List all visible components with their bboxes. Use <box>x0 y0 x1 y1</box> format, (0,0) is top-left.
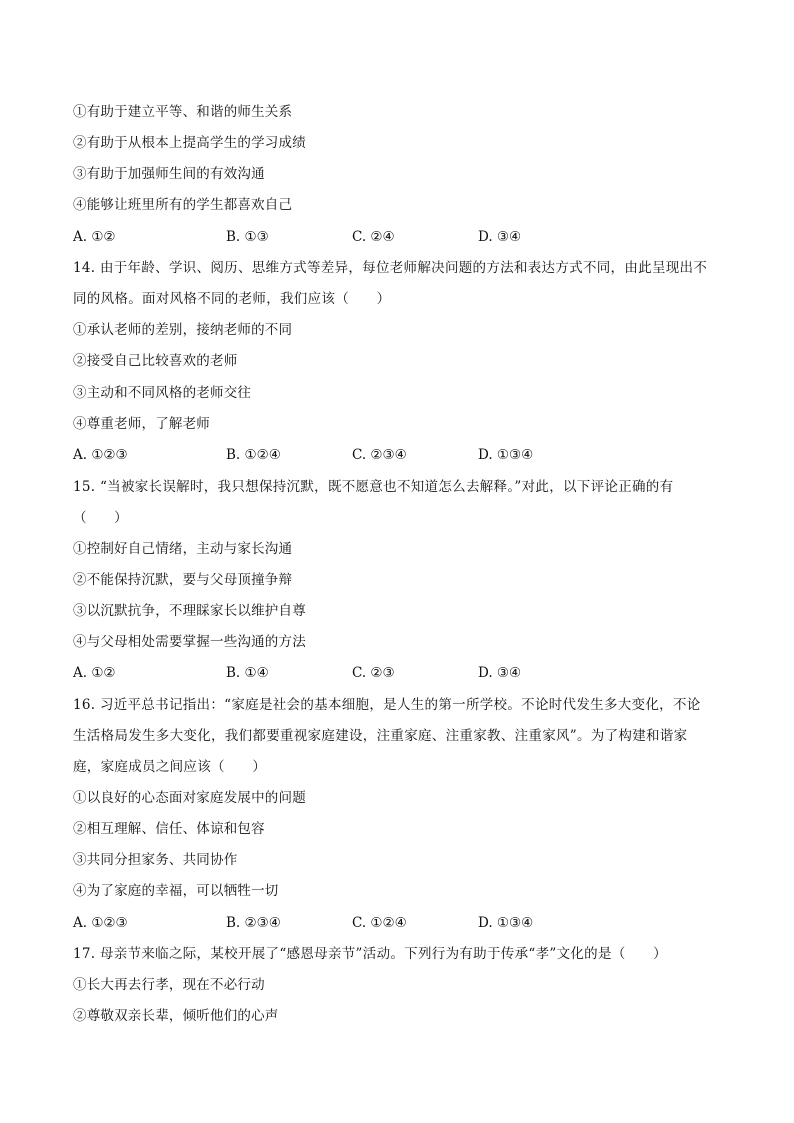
q15-choice-d: D. ③④ <box>478 665 522 681</box>
q15-option-2: ②不能保持沉默，要与父母顶撞争辩 <box>73 572 293 588</box>
q14-stem-line-2: 同的风格。面对风格不同的老师，我们应该（ ） <box>73 291 391 307</box>
q16-stem-line-1: 16. 习近平总书记指出：“家庭是社会的基本细胞，是人生的第一所学校。不论时代发生多大变化，不论 <box>73 697 701 713</box>
q17-option-2: ②尊敬双亲长辈，倾听他们的心声 <box>73 1008 279 1024</box>
q16-option-4: ④为了家庭的幸福，可以牺牲一切 <box>73 883 279 899</box>
q15-choice-a: A. ①② <box>73 665 116 681</box>
q14-choice-c: C. ②③④ <box>352 447 407 463</box>
q16-choice-a: A. ①②③ <box>73 915 128 931</box>
q17-option-1: ①长大再去行孝，现在不必行动 <box>73 977 265 993</box>
q14-option-2: ②接受自己比较喜欢的老师 <box>73 353 238 369</box>
q16-stem-line-2: 生活格局发生多大变化，我们都要重视家庭建设，注重家庭、注重家教、注重家风”。为了构建和谐家 <box>73 728 688 744</box>
q15-stem-line-1: 15. “当被家长误解时，我只想保持沉默，既不愿意也不知道怎么去解释。”对此，以下评论正确的有 <box>73 479 674 495</box>
q13-option-1: ①有助于建立平等、和谐的师生关系 <box>73 104 293 120</box>
q13-choice-a: A. ①② <box>73 229 116 245</box>
q16-stem-line-3: 庭，家庭成员之间应该（ ） <box>73 759 267 775</box>
q14-choice-b: B. ①②④ <box>226 447 281 463</box>
q14-choice-d: D. ①③④ <box>478 447 534 463</box>
q16-choice-d: D. ①③④ <box>478 915 534 931</box>
q16-option-2: ②相互理解、信任、体谅和包容 <box>73 821 265 837</box>
q13-option-3: ③有助于加强师生间的有效沟通 <box>73 166 265 182</box>
q14-stem-line-1: 14. 由于年龄、学识、阅历、思维方式等差异，每位老师解决问题的方法和表达方式不同，由此呈现出不 <box>73 260 708 276</box>
q13-choice-c: C. ②④ <box>352 229 395 245</box>
q16-option-1: ①以良好的心态面对家庭发展中的问题 <box>73 790 306 806</box>
q13-choice-b: B. ①③ <box>226 229 269 245</box>
q15-option-4: ④与父母相处需要掌握一些沟通的方法 <box>73 634 306 650</box>
q15-option-3: ③以沉默抗争，不理睬家长以维护自尊 <box>73 603 306 619</box>
q14-option-3: ③主动和不同风格的老师交往 <box>73 385 252 401</box>
q14-option-1: ①承认老师的差别，接纳老师的不同 <box>73 322 293 338</box>
q13-option-2: ②有助于从根本上提高学生的学习成绩 <box>73 135 306 151</box>
q14-choice-a: A. ①②③ <box>73 447 128 463</box>
q15-choice-b: B. ①④ <box>226 665 269 681</box>
q15-choice-c: C. ②③ <box>352 665 395 681</box>
q13-choice-d: D. ③④ <box>478 229 522 245</box>
q15-stem-line-2: （ ） <box>73 510 128 526</box>
q15-option-1: ①控制好自己情绪，主动与家长沟通 <box>73 541 293 557</box>
q17-stem-line-1: 17. 母亲节来临之际，某校开展了“感恩母亲节”活动。下列行为有助于传承“孝”文化的是（ ） <box>73 946 667 962</box>
q13-option-4: ④能够让班里所有的学生都喜欢自己 <box>73 197 293 213</box>
q16-choice-b: B. ②③④ <box>226 915 281 931</box>
q16-choice-c: C. ①②④ <box>352 915 407 931</box>
q16-option-3: ③共同分担家务、共同协作 <box>73 852 238 868</box>
q14-option-4: ④尊重老师，了解老师 <box>73 416 210 432</box>
